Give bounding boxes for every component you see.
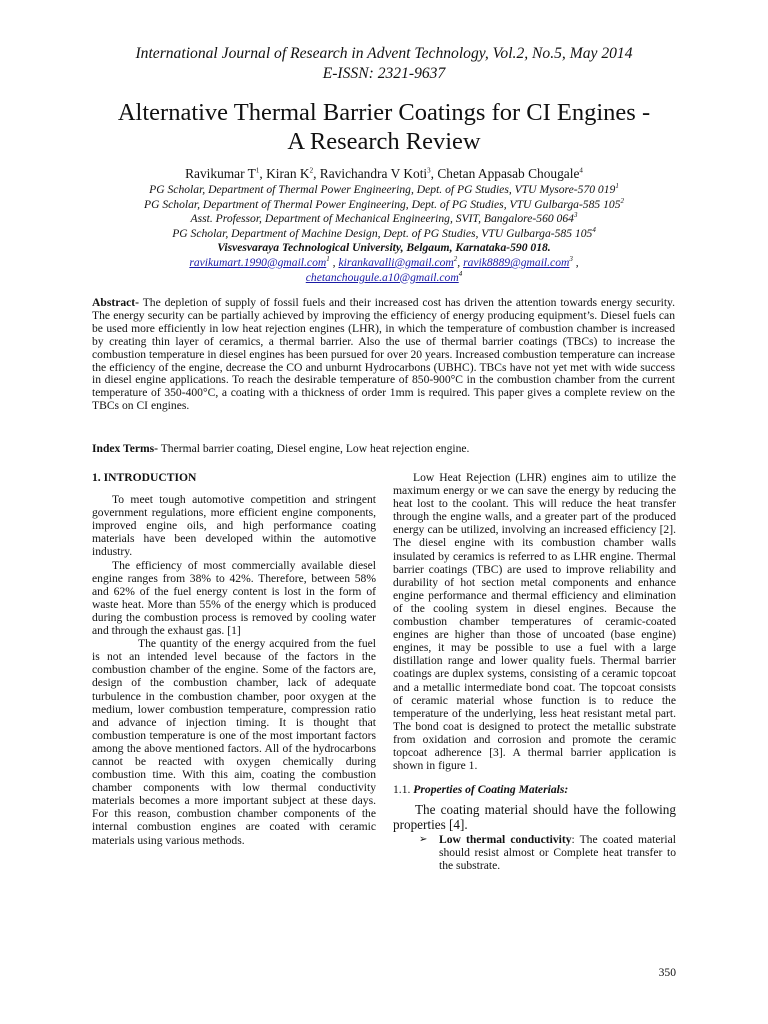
affiliation-line (0, 183, 768, 198)
arrow-bullet-icon: ➢ (419, 834, 428, 846)
affiliation-line (0, 227, 768, 242)
bullet-item (393, 833, 676, 872)
journal-issn: E-ISSN: 2321-9637 (322, 65, 446, 82)
index-terms (92, 442, 675, 455)
author-sup: 1 (255, 166, 260, 175)
email-line-2 (0, 271, 768, 286)
author-sep: , (259, 166, 267, 181)
author-name: Ravikumar T (185, 166, 256, 181)
abstract (92, 297, 675, 413)
affiliation-line (0, 198, 768, 213)
affiliation-sup: 4 (592, 225, 596, 234)
paragraph: The efficiency of most commercially available diesel engine ranges from 38% to 42%. Therefore, between 58% and 62% of the fuel energy content is lost in the form of waste heat. More than 55% of the energy which is produced during the combustion process is removed by cooling water and through the exhaust gas. [1] (92, 558, 376, 638)
email-link[interactable]: chetanchougule.a10@gmail.com (305, 270, 459, 284)
index-terms-text: Thermal barrier coating, Diesel engine, Low heat rejection engine. (158, 442, 470, 455)
affiliation-text: PG Scholar, Department of Thermal Power Engineering, Dept. of PG Studies, VTU Mysore-570 019 (149, 183, 616, 196)
author-sep: , (430, 166, 438, 181)
university-name: Visvesvaraya Technological University, Belgaum, Karnataka-590 018. (217, 241, 551, 255)
author-list (0, 166, 768, 182)
paragraph: The coating material should have the following properties [4]. (393, 802, 676, 833)
affiliations (0, 183, 768, 285)
email-sup: 4 (458, 269, 463, 278)
affiliation-sup: 1 (615, 182, 619, 191)
abstract-text: The depletion of supply of fossil fuels and their increased cost has driven the attention towards energy security. The energy security can be partially achieved by improving the efficiency of energy producing equipment’s. Diesel fuels can be used more efficiently in low heat rejection engines (LHR), in which the temperature of combustion chamber is increased by creating thin layer of ceramics, a thermal barrier. Also the use of thermal barrier coatings (TBCs) to increase the combustion temperature in diesel engines has been pursued for over 20 years. Increased combustion temperature can increase the efficiency of the engine, decrease the CO and unburnt Hydrocarbons (UBHC). TBCs have not yet met with wide success in diesel engine applications. To reach the desirable temperature of 850-900°C in the combustion chamber from the current temperature of 350-400°C, a coating with a thickness of order 1mm is required. This paper gives a complete review on the TBCs on CI engines. (92, 296, 675, 413)
email-sep: , (329, 255, 339, 269)
title-line-2: A Research Review (287, 128, 481, 155)
author-name: Chetan Appasab Chougale (437, 166, 580, 181)
author-sup: 2 (309, 166, 314, 175)
affiliation-sup: 3 (573, 211, 578, 220)
email-sup: 2 (453, 255, 458, 264)
email-sup: 1 (326, 255, 330, 264)
author-name: Ravichandra V Koti (319, 166, 428, 181)
title-line-1: Alternative Thermal Barrier Coatings for CI Engines - (117, 99, 651, 126)
email-sep: , (457, 255, 464, 269)
paragraph: The quantity of the energy acquired from the fuel is not an intended level because of the factors in the combustion chamber of the engine. Some of the factors are, design of the combustion chamber, lack of adequate turbulence in the combustion chamber, poor oxygen at the medium, lower combustion temperature, compression ratio and advance of injection timing. It is thought that combustion temperature is one of the most important factors among the above mentioned factors. All of the hydrocarbons cannot be reacted with oxygen chemically during combustion time. With this aim, coating the combustion chamber components with low thermal conductivity materials becomes a more important subject at these days. For this reason, combustion chamber components of the internal combustion engines are coated with ceramic materials using various methods. (92, 637, 376, 847)
affiliation-line (0, 212, 768, 227)
right-column (393, 471, 676, 873)
index-terms-label: Index Terms- (92, 442, 159, 455)
bullet-text: : The coated material should resist almost or Complete heat transfer to the substrate. (439, 833, 676, 873)
journal-header (0, 44, 768, 84)
journal-citation: International Journal of Research in Advent Technology, Vol.2, No.5, May 2014 (135, 45, 633, 62)
email-link[interactable]: ravik8889@gmail.com (463, 255, 570, 269)
paragraph: To meet tough automotive competition and stringent government regulations, more efficient engine components, improved engine oils, and high performance coating materials have been developed within the automotive industry. (92, 493, 376, 559)
paragraph: Low Heat Rejection (LHR) engines aim to utilize the maximum energy or we can save the energy by reducing the heat lost to the coolant. This will reduce the heat transfer through the engine walls, and a greater part of the produced energy can be utilized, involving an increased efficiency [2]. The diesel engine with its combustion chamber walls insulated by ceramics is referred to as LHR engine. Thermal barrier coatings (TBC) are used to improve reliability and durability of hot section metal components and enhance engine performance and thermal efficiency and elimination of the cooling system in diesel engines. Because the combustion chamber temperatures of ceramic-coated engines are higher than those of uncoated (base engine) engines, it may be possible to use a fuel with a large distillation range and lower quality fuels. Thermal barrier coatings are duplex systems, consisting of a ceramic topcoat and a metallic intermediate bond coat. The topcoat consists of ceramic material whose function is to reduce the temperature of the underlying, less heat resistant metal part. The bond coat is designed to protect the metallic substrate from oxidation and corrosion and promote the ceramic topcoat adherence [3]. A thermal barrier application is shown in figure 1. (393, 471, 676, 773)
author-sep: , (313, 166, 320, 181)
affiliation-text: Asst. Professor, Department of Mechanical Engineering, SVIT, Bangalore-560 064 (190, 212, 574, 226)
email-sup: 3 (569, 255, 573, 264)
author-name: Kiran K (266, 166, 310, 181)
email-sep: , (572, 255, 579, 269)
email-line-1 (0, 256, 768, 271)
page-number: 350 (658, 966, 676, 979)
author-sup: 4 (579, 166, 583, 175)
abstract-label: Abstract- (92, 296, 140, 309)
left-column (92, 471, 376, 847)
affiliation-sup: 2 (620, 196, 624, 205)
email-link[interactable]: kirankavalli@gmail.com (338, 255, 454, 269)
subsection-number: 1.1. (393, 783, 414, 797)
email-link[interactable]: ravikumart.1990@gmail.com (189, 255, 327, 269)
affiliation-text: PG Scholar, Department of Machine Design, Dept. of PG Studies, VTU Gulbarga-585 105 (172, 226, 593, 240)
affiliation-text: PG Scholar, Department of Thermal Power Engineering, Dept. of PG Studies, VTU Gulbarga-585 105 (144, 197, 621, 211)
section-heading: 1. INTRODUCTION (92, 471, 197, 484)
subsection-heading (393, 783, 676, 796)
subsection-title: Properties of Coating Materials: (413, 783, 569, 797)
bullet-label: Low thermal conductivity (439, 833, 572, 847)
paper-title (0, 98, 768, 156)
author-sup: 3 (427, 166, 431, 175)
